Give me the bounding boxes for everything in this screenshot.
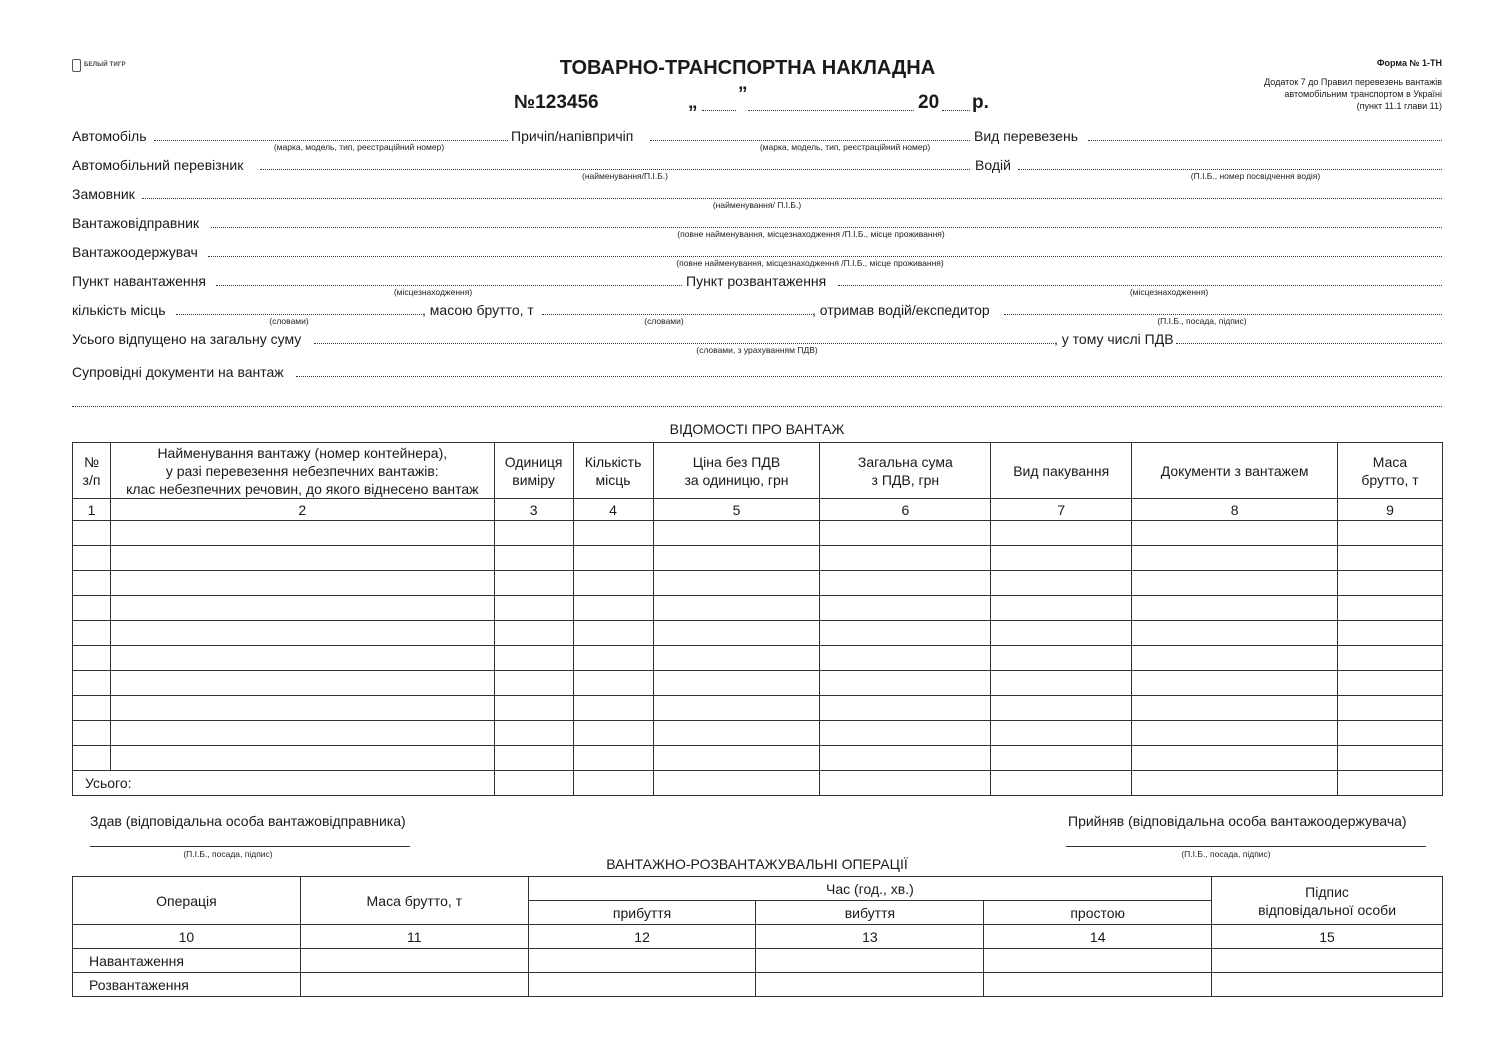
accepted-signature-line[interactable] bbox=[1066, 846, 1426, 847]
header-arrival: прибуття bbox=[528, 901, 756, 925]
unloading-point-field[interactable] bbox=[838, 285, 1442, 286]
table-cell[interactable] bbox=[573, 571, 653, 596]
ops-cell[interactable] bbox=[1212, 949, 1443, 973]
table-cell[interactable] bbox=[494, 721, 573, 746]
cargo-table bbox=[72, 442, 1443, 796]
table-cell[interactable] bbox=[573, 746, 653, 771]
consignee-field[interactable] bbox=[208, 256, 1442, 257]
table-cell[interactable] bbox=[653, 721, 820, 746]
table-row bbox=[73, 571, 1443, 596]
date-open-quote: „ bbox=[688, 92, 698, 113]
places-count-field[interactable] bbox=[176, 314, 422, 315]
table-cell[interactable] bbox=[820, 721, 991, 746]
table-cell[interactable] bbox=[1338, 746, 1443, 771]
table-cell[interactable] bbox=[110, 571, 494, 596]
customer-label: Замовник bbox=[72, 186, 135, 202]
transport-type-label: Вид перевезень bbox=[974, 128, 1078, 144]
table-row bbox=[73, 621, 1443, 646]
table-cell[interactable] bbox=[73, 596, 111, 621]
table-cell[interactable] bbox=[1132, 746, 1338, 771]
table-cell[interactable] bbox=[820, 671, 991, 696]
header-documents: Документи з вантажем bbox=[1132, 443, 1338, 499]
accepted-hint: (П.І.Б., посада, підпис) bbox=[1181, 849, 1271, 859]
header-unit: Одиниця виміру bbox=[494, 443, 573, 499]
table-cell[interactable] bbox=[991, 671, 1132, 696]
ops-cell[interactable] bbox=[300, 949, 528, 973]
table-cell[interactable] bbox=[820, 521, 991, 546]
driver-field[interactable] bbox=[1018, 169, 1442, 170]
trailer-label: Причіп/напівпричіп bbox=[511, 128, 634, 144]
driver-label: Водій bbox=[975, 157, 1011, 173]
table-cell[interactable] bbox=[820, 646, 991, 671]
total-sum-hint: (словами, з урахуванням ПДВ) bbox=[696, 345, 818, 355]
table-cell[interactable] bbox=[110, 546, 494, 571]
gross-mass-hint: (словами) bbox=[644, 316, 684, 326]
vat-label: , у тому числі ПДВ bbox=[1054, 331, 1174, 347]
accepted-label: Прийняв (відповідальна особа вантажоодержувача) bbox=[1068, 813, 1407, 829]
table-cell[interactable] bbox=[573, 621, 653, 646]
ops-cell[interactable] bbox=[756, 949, 984, 973]
column-number: 12 bbox=[528, 925, 756, 949]
table-cell[interactable] bbox=[1132, 646, 1338, 671]
table-row bbox=[73, 671, 1443, 696]
table-cell[interactable] bbox=[573, 521, 653, 546]
ops-section-title: ВАНТАЖНО-РОЗВАНТАЖУВАЛЬНІ ОПЕРАЦІЇ bbox=[606, 856, 908, 872]
received-by-label: , отримав водій/експедитор bbox=[812, 302, 990, 318]
table-cell[interactable] bbox=[653, 571, 820, 596]
table-cell[interactable] bbox=[1132, 596, 1338, 621]
ops-numbers-row bbox=[73, 925, 1443, 949]
table-row bbox=[73, 646, 1443, 671]
column-number: 8 bbox=[1132, 499, 1338, 521]
appendix-note: Додаток 7 до Правил перевезень вантажів автомобільним транспортом в Україні (пункт 11.1 глави 11) bbox=[1264, 77, 1442, 111]
table-cell[interactable] bbox=[653, 521, 820, 546]
transport-type-field[interactable] bbox=[1088, 140, 1442, 141]
table-cell[interactable] bbox=[110, 521, 494, 546]
column-number: 7 bbox=[991, 499, 1132, 521]
ops-cell[interactable] bbox=[984, 973, 1212, 997]
shipper-label: Вантажовідправник bbox=[72, 215, 200, 231]
table-cell[interactable] bbox=[653, 546, 820, 571]
documents-field[interactable] bbox=[296, 376, 1442, 377]
column-number: 14 bbox=[984, 925, 1212, 949]
header-ops-mass: Маса брутто, т bbox=[300, 877, 528, 925]
column-number: 11 bbox=[300, 925, 528, 949]
total-sum-label: Усього відпущено на загальну суму bbox=[72, 331, 302, 347]
table-row bbox=[73, 746, 1443, 771]
loading-point-hint: (місцезнаходження) bbox=[393, 287, 473, 297]
ops-header-row-1 bbox=[73, 877, 1443, 901]
header-number: № з/п bbox=[73, 443, 111, 499]
table-cell[interactable] bbox=[820, 621, 991, 646]
column-number: 4 bbox=[573, 499, 653, 521]
header-time: Час (год., хв.) bbox=[528, 877, 1211, 901]
table-cell[interactable] bbox=[573, 671, 653, 696]
table-cell[interactable] bbox=[1338, 521, 1443, 546]
header-total: Загальна сума з ПДВ, грн bbox=[820, 443, 991, 499]
trailer-hint: (марка, модель, тип, реєстраційний номер) bbox=[759, 142, 931, 152]
table-cell[interactable] bbox=[573, 696, 653, 721]
column-number: 13 bbox=[756, 925, 984, 949]
column-number: 2 bbox=[110, 499, 494, 521]
table-cell[interactable] bbox=[991, 746, 1132, 771]
table-cell[interactable] bbox=[573, 646, 653, 671]
header-signature: Підпис відповідальної особи bbox=[1212, 877, 1443, 925]
table-cell[interactable] bbox=[110, 721, 494, 746]
table-cell[interactable] bbox=[73, 671, 111, 696]
places-count-hint: (словами) bbox=[269, 316, 309, 326]
column-number: 1 bbox=[73, 499, 111, 521]
date-year-prefix: 20 bbox=[918, 92, 940, 113]
table-cell[interactable] bbox=[1132, 721, 1338, 746]
cargo-rows bbox=[73, 521, 1443, 771]
documents-label: Супровідні документи на вантаж bbox=[72, 364, 284, 380]
table-cell[interactable] bbox=[991, 521, 1132, 546]
handed-label: Здав (відповідальна особа вантажовідправника) bbox=[90, 813, 406, 829]
shipper-hint: (повне найменування, місцезнаходження /П.І.Б., місце проживання) bbox=[677, 229, 945, 239]
carrier-field[interactable] bbox=[260, 169, 970, 170]
form-number: Форма № 1-ТН bbox=[1376, 58, 1442, 68]
carrier-hint: (найменування/П.І.Б.) bbox=[582, 171, 668, 181]
table-cell[interactable] bbox=[494, 521, 573, 546]
table-cell[interactable] bbox=[73, 721, 111, 746]
vat-field[interactable] bbox=[1176, 343, 1442, 344]
table-cell[interactable] bbox=[820, 746, 991, 771]
table-cell[interactable] bbox=[494, 646, 573, 671]
table-cell[interactable] bbox=[110, 621, 494, 646]
table-cell[interactable] bbox=[73, 521, 111, 546]
table-cell[interactable] bbox=[494, 746, 573, 771]
table-cell[interactable] bbox=[991, 621, 1132, 646]
unloading-point-hint: (місцезнаходження) bbox=[1129, 287, 1209, 297]
date-month-field[interactable] bbox=[748, 110, 914, 111]
document-number: №123456 bbox=[514, 92, 599, 113]
header-places: Кількість місць bbox=[573, 443, 653, 499]
table-cell[interactable] bbox=[494, 671, 573, 696]
cargo-header-row bbox=[73, 443, 1443, 499]
handed-signature-line[interactable] bbox=[90, 846, 410, 847]
operations-table bbox=[72, 876, 1443, 997]
table-cell[interactable] bbox=[110, 696, 494, 721]
column-number: 9 bbox=[1338, 499, 1443, 521]
ops-row-unloading bbox=[73, 973, 1443, 997]
ops-cell[interactable] bbox=[528, 949, 756, 973]
loading-point-field[interactable] bbox=[216, 285, 682, 286]
driver-hint: (П.І.Б., номер посвідчення водія) bbox=[1190, 171, 1321, 181]
table-row bbox=[73, 521, 1443, 546]
table-cell[interactable] bbox=[73, 546, 111, 571]
table-cell[interactable] bbox=[73, 621, 111, 646]
table-cell[interactable] bbox=[991, 646, 1132, 671]
column-number: 6 bbox=[820, 499, 991, 521]
total-row bbox=[73, 771, 1443, 796]
date-year-suffix: р. bbox=[972, 92, 989, 113]
table-cell[interactable] bbox=[653, 596, 820, 621]
table-cell[interactable] bbox=[73, 571, 111, 596]
received-by-hint: (П.І.Б., посада, підпис) bbox=[1157, 316, 1247, 326]
date-close-quote: ” bbox=[738, 84, 748, 105]
total-cell[interactable] bbox=[820, 771, 991, 796]
ops-cell[interactable] bbox=[300, 973, 528, 997]
table-cell[interactable] bbox=[820, 596, 991, 621]
ops-cell[interactable] bbox=[528, 973, 756, 997]
received-by-field[interactable] bbox=[1004, 314, 1442, 315]
ops-row-loading bbox=[73, 949, 1443, 973]
date-year-field[interactable] bbox=[942, 110, 970, 111]
car-hint: (марка, модель, тип, реєстраційний номер) bbox=[273, 142, 445, 152]
table-cell[interactable] bbox=[653, 746, 820, 771]
documents-field-line2[interactable] bbox=[72, 406, 1442, 407]
consignee-hint: (повне найменування, місцезнаходження /П.І.Б., місце проживання) bbox=[676, 258, 944, 268]
table-cell[interactable] bbox=[820, 696, 991, 721]
header-gross-mass: Маса брутто, т bbox=[1338, 443, 1443, 499]
table-row bbox=[73, 721, 1443, 746]
trailer-field[interactable] bbox=[650, 140, 970, 141]
table-cell[interactable] bbox=[73, 746, 111, 771]
cargo-section-title: ВІДОМОСТІ ПРО ВАНТАЖ bbox=[669, 421, 845, 437]
table-cell[interactable] bbox=[494, 596, 573, 621]
places-count-label: кількість місць bbox=[72, 302, 166, 318]
header-departure: вибуття bbox=[756, 901, 984, 925]
column-number: 5 bbox=[653, 499, 820, 521]
total-sum-field[interactable] bbox=[314, 343, 1054, 344]
customer-field[interactable] bbox=[142, 198, 1442, 199]
header-cargo-name: Найменування вантажу (номер контейнера), у разі перевезення небезпечних вантажів: клас небезпечних речовин, до якого віднесено вантаж bbox=[110, 443, 494, 499]
table-cell[interactable] bbox=[1338, 621, 1443, 646]
gross-mass-label: , масою брутто, т bbox=[422, 302, 534, 318]
column-numbers-row bbox=[73, 499, 1443, 521]
table-cell[interactable] bbox=[1132, 571, 1338, 596]
customer-hint: (найменування/ П.І.Б.) bbox=[712, 200, 802, 210]
total-cell[interactable] bbox=[1338, 771, 1443, 796]
table-row bbox=[73, 546, 1443, 571]
logo-text: БЕЛЫЙ ТИГР bbox=[84, 62, 126, 68]
gross-mass-field[interactable] bbox=[542, 314, 812, 315]
table-cell[interactable] bbox=[1132, 546, 1338, 571]
total-cell[interactable] bbox=[653, 771, 820, 796]
ops-cell[interactable] bbox=[756, 973, 984, 997]
table-cell[interactable] bbox=[653, 696, 820, 721]
table-cell[interactable] bbox=[991, 596, 1132, 621]
table-cell[interactable] bbox=[1338, 671, 1443, 696]
table-cell[interactable] bbox=[494, 621, 573, 646]
table-cell[interactable] bbox=[991, 571, 1132, 596]
car-label: Автомобіль bbox=[72, 128, 147, 144]
column-number: 15 bbox=[1212, 925, 1443, 949]
table-cell[interactable] bbox=[73, 646, 111, 671]
carrier-label: Автомобільний перевізник bbox=[72, 157, 244, 173]
ops-cell[interactable] bbox=[1212, 973, 1443, 997]
car-field[interactable] bbox=[154, 140, 508, 141]
handed-hint: (П.І.Б., посада, підпис) bbox=[183, 849, 273, 859]
table-cell[interactable] bbox=[110, 746, 494, 771]
loading-point-label: Пункт навантаження bbox=[72, 273, 206, 289]
ops-cell[interactable] bbox=[984, 949, 1212, 973]
table-cell[interactable] bbox=[1132, 521, 1338, 546]
unloading-point-label: Пункт розвантаження bbox=[686, 273, 827, 289]
header-packaging: Вид пакування bbox=[991, 443, 1132, 499]
table-row bbox=[73, 696, 1443, 721]
table-cell[interactable] bbox=[991, 546, 1132, 571]
table-cell[interactable] bbox=[494, 546, 573, 571]
table-cell[interactable] bbox=[653, 671, 820, 696]
table-cell[interactable] bbox=[1338, 646, 1443, 671]
table-cell[interactable] bbox=[494, 696, 573, 721]
table-cell[interactable] bbox=[1132, 621, 1338, 646]
table-cell[interactable] bbox=[1338, 571, 1443, 596]
header-operation: Операція bbox=[73, 877, 301, 925]
header-price: Ціна без ПДВ за одиницю, грн bbox=[653, 443, 820, 499]
ops-row-label: Навантаження bbox=[73, 949, 301, 973]
table-cell[interactable] bbox=[110, 596, 494, 621]
table-cell[interactable] bbox=[573, 721, 653, 746]
table-cell[interactable] bbox=[73, 696, 111, 721]
table-cell[interactable] bbox=[1338, 696, 1443, 721]
shipper-field[interactable] bbox=[211, 227, 1442, 228]
document-title: ТОВАРНО-ТРАНСПОРТНА НАКЛАДНА bbox=[559, 57, 936, 79]
total-cell[interactable] bbox=[494, 771, 573, 796]
header-idle: простою bbox=[984, 901, 1212, 925]
table-cell[interactable] bbox=[110, 671, 494, 696]
table-cell[interactable] bbox=[110, 646, 494, 671]
table-cell[interactable] bbox=[653, 646, 820, 671]
table-cell[interactable] bbox=[1338, 596, 1443, 621]
table-cell[interactable] bbox=[820, 571, 991, 596]
table-cell[interactable] bbox=[573, 546, 653, 571]
table-cell[interactable] bbox=[820, 546, 991, 571]
table-cell[interactable] bbox=[991, 721, 1132, 746]
table-cell[interactable] bbox=[494, 571, 573, 596]
table-cell[interactable] bbox=[1338, 721, 1443, 746]
total-cell[interactable] bbox=[991, 771, 1132, 796]
consignee-label: Вантажоодержувач bbox=[72, 244, 198, 260]
date-day-field[interactable] bbox=[702, 110, 736, 111]
total-cell[interactable] bbox=[573, 771, 653, 796]
table-cell[interactable] bbox=[573, 596, 653, 621]
table-cell[interactable] bbox=[653, 621, 820, 646]
total-cell[interactable] bbox=[1132, 771, 1338, 796]
table-cell[interactable] bbox=[1132, 671, 1338, 696]
column-number: 3 bbox=[494, 499, 573, 521]
table-cell[interactable] bbox=[991, 696, 1132, 721]
table-cell[interactable] bbox=[1132, 696, 1338, 721]
ops-row-label: Розвантаження bbox=[73, 973, 301, 997]
column-number: 10 bbox=[73, 925, 301, 949]
total-label: Усього: bbox=[73, 771, 495, 796]
table-cell[interactable] bbox=[1338, 546, 1443, 571]
table-row bbox=[73, 596, 1443, 621]
